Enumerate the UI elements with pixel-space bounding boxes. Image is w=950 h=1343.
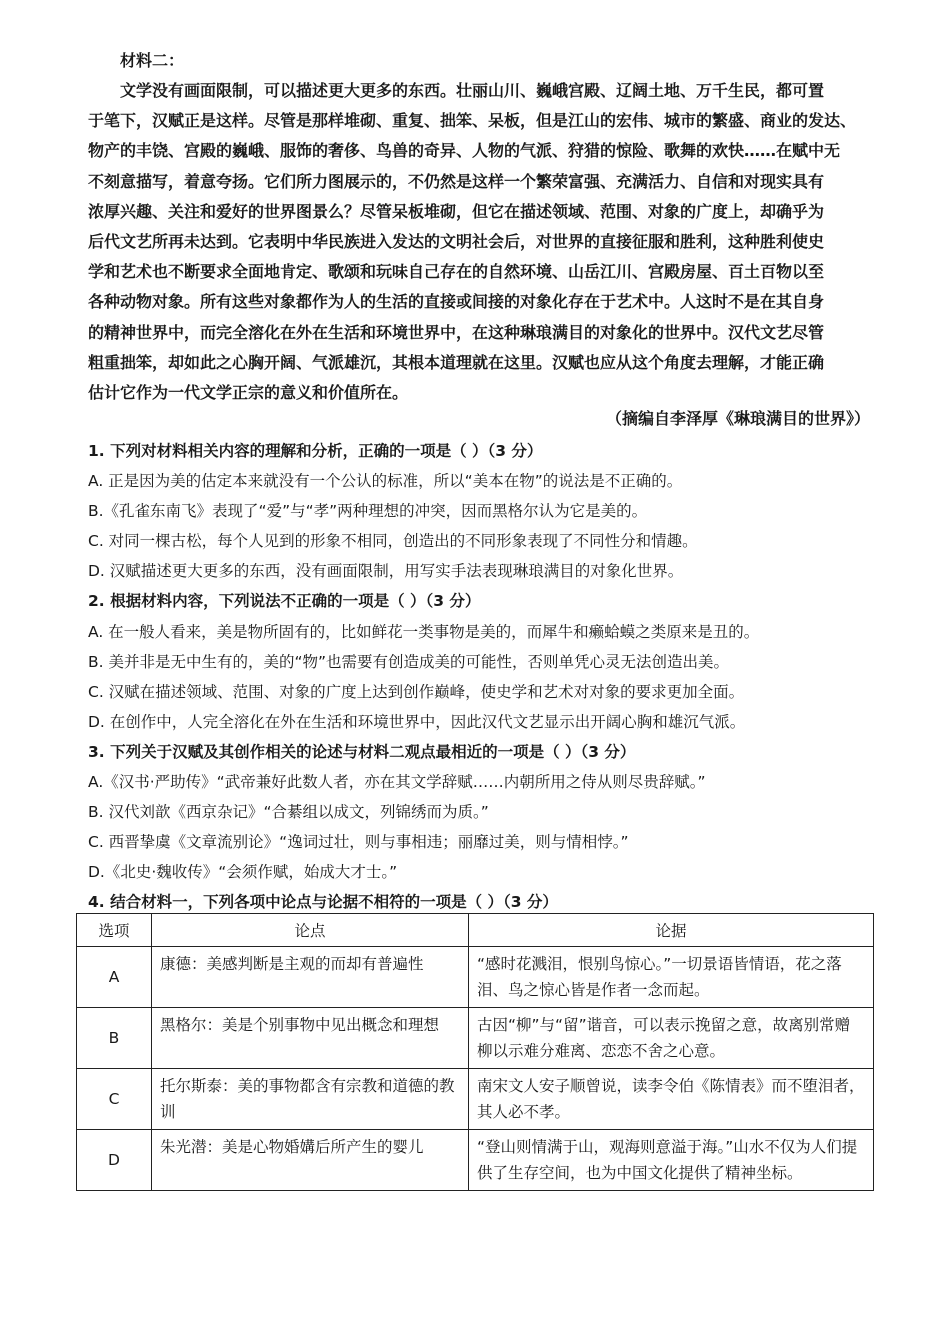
paragraph-line: 浓厚兴趣、关注和爱好的世界图景么？尽管呆板堆砌，但它在描述领域、范围、对象的广度上，却确乎为 xyxy=(88,201,825,221)
question-2-option-b: B. 美并非是无中生有的，美的“物”也需要有创造成美的可能性，否则单凭心灵无法创造出美。 xyxy=(88,652,730,671)
question-2-option-d: D. 在创作中，人完全溶化在外在生活和环境世界中，因此汉代文艺显示出开阔心胸和雄沉气派。 xyxy=(88,712,746,731)
paragraph-line: 粗重拙笨，却如此之心胸开阔、气派雄沉，其根本道理就在这里。汉赋也应从这个角度去理解，才能正确 xyxy=(88,352,825,372)
row-argument: 古因“柳”与“留”谐音，可以表示挽留之意，故离别常赠柳以示难分难离、恋恋不舍之心意。 xyxy=(469,1008,874,1069)
row-option: B xyxy=(77,1008,152,1069)
row-option: A xyxy=(77,947,152,1008)
table-row xyxy=(77,1130,874,1191)
question-1-option-c: C. 对同一棵古松，每个人见到的形象不相同，创造出的不同形象表现了不同性分和情趣。 xyxy=(88,532,698,551)
question-3-option-c: C. 西晋挚虞《文章流别论》“逸词过壮，则与事相违；丽靡过美，则与情相悖。” xyxy=(88,833,629,852)
header-point: 论点 xyxy=(152,914,469,947)
question-2-option-c: C. 汉赋在描述领域、范围、对象的广度上达到创作巅峰，使史学和艺术对对象的要求更加全面。 xyxy=(88,682,745,701)
question-2-stem: 2. 根据材料内容，下列说法不正确的一项是（ ）（3 分） xyxy=(88,592,481,611)
row-option: C xyxy=(77,1069,152,1130)
paragraph-line: 学和艺术也不断要求全面地肯定、歌颂和玩味自己存在的自然环境、山岳江川、宫殿房屋、百土百物以至 xyxy=(88,262,825,282)
row-point: 黑格尔：美是个别事物中见出概念和理想 xyxy=(152,1008,469,1069)
question-1-option-b: B.《孔雀东南飞》表现了“爱”与“孝”两种理想的冲突，因而黑格尔认为它是美的。 xyxy=(88,502,648,521)
row-argument: “感时花溅泪，恨别鸟惊心。”一切景语皆情语，花之落泪、鸟之惊心皆是作者一念而起。 xyxy=(469,947,874,1008)
row-point: 朱光潜：美是心物婚媾后所产生的婴儿 xyxy=(152,1130,469,1191)
question-2-option-a: A. 在一般人看来，美是物所固有的，比如鲜花一类事物是美的，而犀牛和癞蛤蟆之类原来是丑的。 xyxy=(88,622,760,641)
paragraph-line: 的精神世界中，而完全溶化在外在生活和环境世界中，在这种琳琅满目的对象化的世界中。汉代文艺尽管 xyxy=(88,322,825,342)
question-3-option-a: A.《汉书·严助传》“武帝兼好此数人者，亦在其文学辞赋……内朝所用之侍从则尽贵辞赋。” xyxy=(88,773,706,792)
question-4-table xyxy=(76,913,874,1191)
row-point: 康德：美感判断是主观的而却有普遍性 xyxy=(152,947,469,1008)
question-1-option-d: D. 汉赋描述更大更多的东西，没有画面限制，用写实手法表现琳琅满目的对象化世界。 xyxy=(88,562,684,581)
paragraph-line: 文学没有画面限制，可以描述更大更多的东西。壮丽山川、巍峨宫殿、辽阔土地、万千生民，都可置 xyxy=(120,81,825,100)
material-paragraph xyxy=(88,76,878,408)
header-option: 选项 xyxy=(77,914,152,947)
table-row xyxy=(77,1069,874,1130)
paragraph-line: 不刻意描写，着意夸扬。它们所力图展示的，不仍然是这样一个繁荣富强、充满活力、自信和对现实具有 xyxy=(88,171,825,191)
header-argument: 论据 xyxy=(469,914,874,947)
question-3-stem: 3. 下列关于汉赋及其创作相关的论述与材料二观点最相近的一项是（ ）（3 分） xyxy=(88,742,636,761)
table-row xyxy=(77,947,874,1008)
row-point: 托尔斯泰：美的事物都含有宗教和道德的教训 xyxy=(152,1069,469,1130)
question-1-option-a: A. 正是因为美的估定本来就没有一个公认的标准，所以“美本在物”的说法是不正确的。 xyxy=(88,472,683,491)
row-argument: “登山则情满于山，观海则意溢于海。”山水不仅为人们提供了生存空间，也为中国文化提供了精神坐标。 xyxy=(469,1130,874,1191)
table-header-row xyxy=(77,914,874,947)
row-option: D xyxy=(77,1130,152,1191)
paragraph-line: 物产的丰饶、宫殿的巍峨、服饰的奢侈、鸟兽的奇异、人物的气派、狩猎的惊险、歌舞的欢快……在赋中无 xyxy=(88,141,841,161)
table-row xyxy=(77,1008,874,1069)
question-4-stem: 4. 结合材料一，下列各项中论点与论据不相符的一项是（ ）（3 分） xyxy=(88,893,558,912)
question-1-stem: 1. 下列对材料相关内容的理解和分析，正确的一项是（ ）（3 分） xyxy=(88,442,543,460)
row-argument: 南宋文人安子顺曾说，读李令伯《陈情表》而不堕泪者，其人必不孝。 xyxy=(469,1069,874,1130)
question-3-option-b: B. 汉代刘歆《西京杂记》“合綦组以成文，列锦绣而为质。” xyxy=(88,803,489,822)
paragraph-line: 后代文艺所再未达到。它表明中华民族进入发达的文明社会后，对世界的直接征服和胜利，这种胜利使史 xyxy=(88,231,825,251)
paragraph-line: 于笔下，汉赋正是这样。尽管是那样堆砌、重复、拙笨、呆板，但是江山的宏伟、城市的繁盛、商业的发达、 xyxy=(88,111,857,131)
questions xyxy=(88,436,888,918)
material-title: 材料二： xyxy=(120,51,185,70)
question-3-option-d: D.《北史·魏收传》“会须作赋，始成大才士。” xyxy=(88,863,398,882)
paragraph-line: 估计它作为一代文学正宗的意义和价值所在。 xyxy=(88,382,409,402)
material-source: （摘编自李泽厚《琳琅满目的世界》） xyxy=(605,409,870,428)
paragraph-line: 各种动物对象。所有这些对象都作为人的生活的直接或间接的对象化存在于艺术中。人这时不是在其自身 xyxy=(88,292,825,312)
